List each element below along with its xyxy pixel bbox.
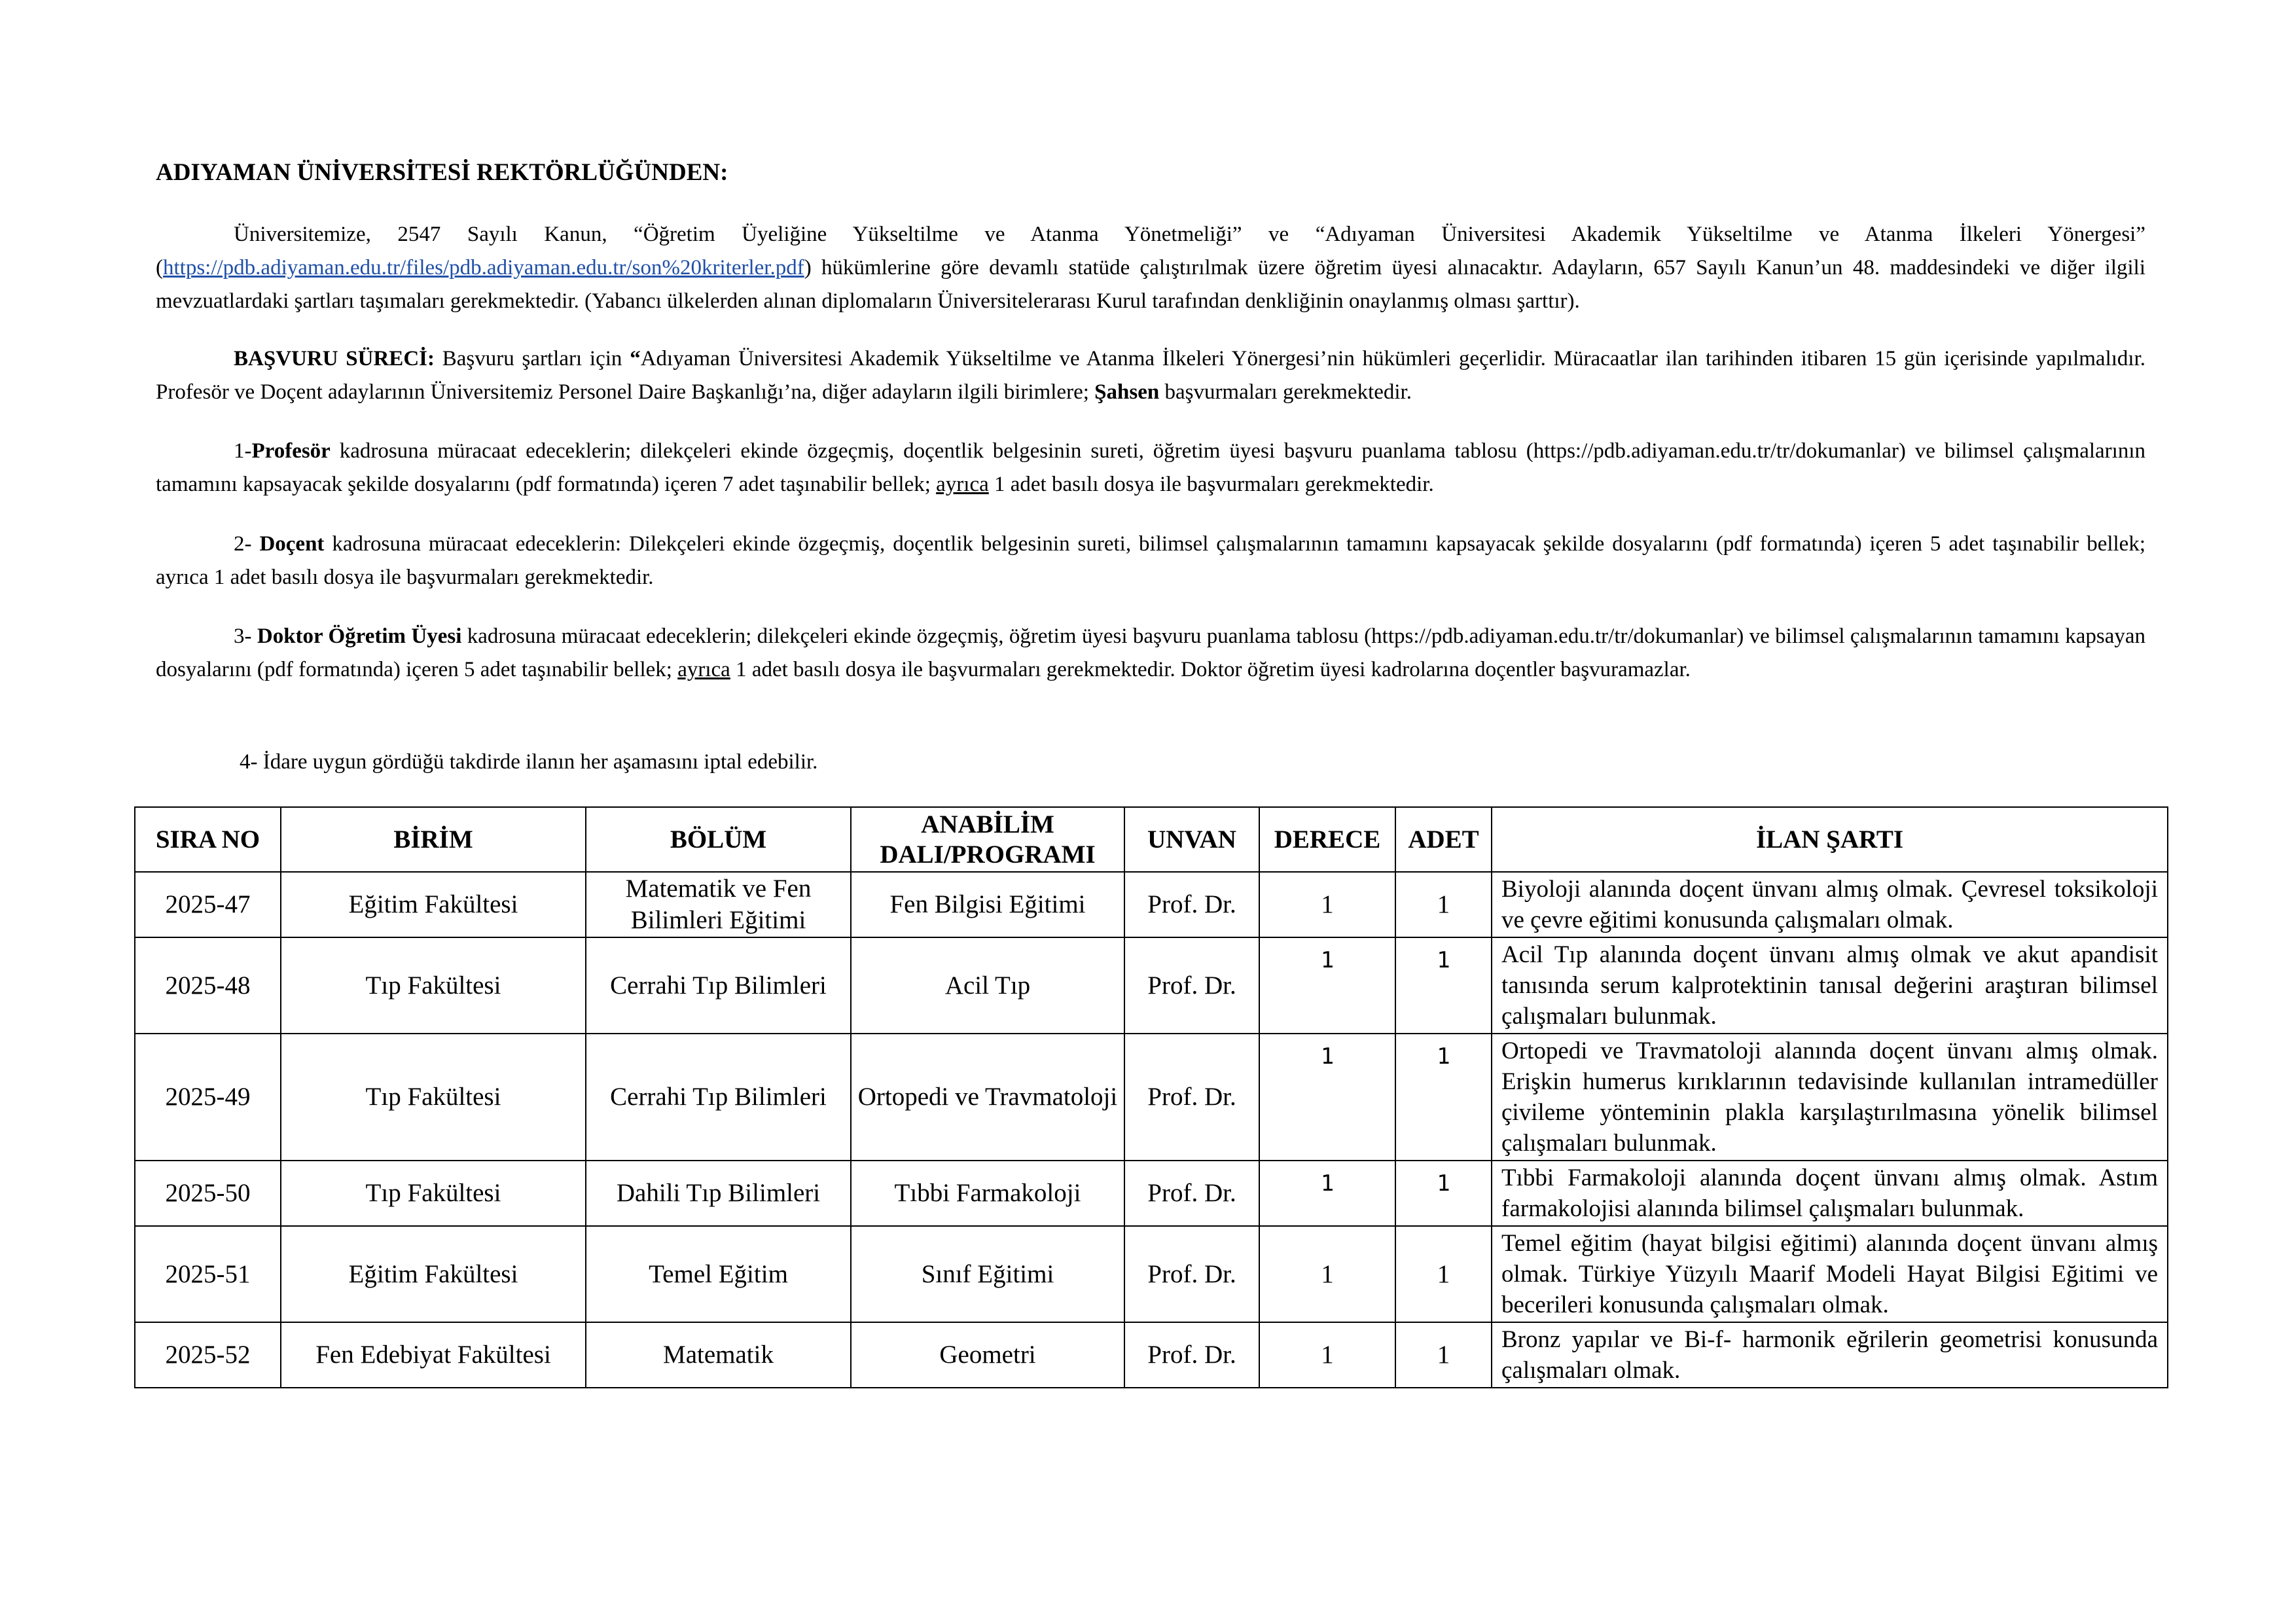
cell-birim: Eğitim Fakültesi [281, 1226, 586, 1322]
cell-derece: 1 [1259, 872, 1395, 937]
cell-derece: 1 [1259, 937, 1395, 1034]
cell-unvan: Prof. Dr. [1124, 1161, 1259, 1226]
table-row [135, 1161, 2168, 1226]
cell-anabilim: Fen Bilgisi Eğitimi [851, 872, 1124, 937]
header-adet: ADET [1395, 807, 1492, 872]
professor-text-a: kadrosuna müracaat edeceklerin; dilekçeleri ekinde özgeçmiş, doçentlik belgesinin sureti, öğretim üyesi başvuru puanlama tablosu (https://pdb.adiyaman.edu.tr/tr/dokumanlar) ve bilimsel çalışmalarının tamamını kapsayacak şekilde dosyalarını (pdf formatında) içeren 7 adet taşınabilir bellek; [156, 439, 2145, 496]
cell-birim: Tıp Fakültesi [281, 937, 586, 1034]
application-process-text-3: başvurmaları gerekmektedir. [1159, 380, 1412, 404]
cell-sira-no: 2025-50 [135, 1161, 281, 1226]
cell-sira-no: 2025-47 [135, 872, 281, 937]
application-process-paragraph [156, 342, 2145, 409]
intro-text-before-link: Üniversitemize, 2547 Sayılı Kanun, “Öğretim Üyeliğine Yükseltilme ve Atanma Yönetmeliği” ve “Adıyaman Üniversitesi Akademik Yükseltilme ve Atanma İlkeleri Yönergesi” ( [156, 223, 2145, 280]
cell-bolum: Matematik [586, 1322, 851, 1388]
associate-professor-text: kadrosuna müracaat edeceklerin: Dilekçeleri ekinde özgeçmiş, doçentlik belgesinin sureti, bilimsel çalışmalarının tamamını kapsayacak şekilde dosyalarını (pdf formatında) içeren 5 adet taşınabilir bellek; ayrıca 1 adet basılı dosya ile başvurmaları gerekmektedir. [156, 532, 2145, 589]
header-sira-no: SIRA NO [135, 807, 281, 872]
in-person-word: Şahsen [1094, 380, 1160, 404]
cancellation-note: 4- İdare uygun gördüğü takdirde ilanın her aşamasını iptal edebilir. [240, 750, 818, 774]
cell-derece: 1 [1259, 1161, 1395, 1226]
cell-bolum: Cerrahi Tıp Bilimleri [586, 1034, 851, 1161]
cell-sira-no: 2025-52 [135, 1322, 281, 1388]
cancellation-note-paragraph [156, 746, 2145, 779]
cell-anabilim: Acil Tıp [851, 937, 1124, 1034]
cell-adet: 1 [1395, 1226, 1492, 1322]
table-header-row [135, 807, 2168, 872]
cell-birim: Eğitim Fakültesi [281, 872, 586, 937]
item-number: 1- [234, 439, 252, 463]
header-derece: DERECE [1259, 807, 1395, 872]
cell-sira-no: 2025-51 [135, 1226, 281, 1322]
header-ilan-sarti: İLAN ŞARTI [1492, 807, 2168, 872]
cell-adet: 1 [1395, 872, 1492, 937]
cell-unvan: Prof. Dr. [1124, 937, 1259, 1034]
application-process-label: BAŞVURU SÜRECİ: [234, 347, 435, 370]
header-anabilim-line2: DALI/PROGRAMI [880, 840, 1096, 869]
item-number: 2- [234, 532, 260, 556]
cell-sira-no: 2025-49 [135, 1034, 281, 1161]
professor-title: Profesör [251, 439, 331, 463]
header-unvan: UNVAN [1124, 807, 1259, 872]
professor-requirements-paragraph [156, 435, 2145, 501]
also-word: ayrıca [936, 473, 989, 496]
associate-professor-title: Doçent [259, 532, 325, 556]
cell-anabilim: Geometri [851, 1322, 1124, 1388]
cell-bolum: Matematik ve Fen Bilimleri Eğitimi [586, 872, 851, 937]
cell-unvan: Prof. Dr. [1124, 872, 1259, 937]
cell-ilan-sarti: Bronz yapılar ve Bi-f- harmonik eğrilerin geometrisi konusunda çalışmaları olmak. [1492, 1322, 2168, 1388]
item-number: 3- [234, 624, 257, 648]
table-row [135, 937, 2168, 1034]
page-title: ADIYAMAN ÜNİVERSİTESİ REKTÖRLÜĞÜNDEN: [156, 159, 728, 186]
cell-anabilim: Sınıf Eğitimi [851, 1226, 1124, 1322]
associate-professor-requirements-paragraph [156, 528, 2145, 594]
cell-ilan-sarti: Acil Tıp alanında doçent ünvanı almış olmak ve akut apandisit tanısında serum kalprotektinin tanısal değerini araştıran bilimsel çalışmaları bulunmak. [1492, 937, 2168, 1034]
cell-bolum: Cerrahi Tıp Bilimleri [586, 937, 851, 1034]
cell-birim: Fen Edebiyat Fakültesi [281, 1322, 586, 1388]
cell-adet: 1 [1395, 1322, 1492, 1388]
cell-adet: 1 [1395, 937, 1492, 1034]
assistant-professor-text-b: 1 adet basılı dosya ile başvurmaları gerekmektedir. Doktor öğretim üyesi kadrolarına doçentler başvuramazlar. [730, 658, 1691, 681]
header-birim: BİRİM [281, 807, 586, 872]
cell-bolum: Temel Eğitim [586, 1226, 851, 1322]
table-row [135, 1034, 2168, 1161]
cell-derece: 1 [1259, 1322, 1395, 1388]
cell-bolum: Dahili Tıp Bilimleri [586, 1161, 851, 1226]
cell-unvan: Prof. Dr. [1124, 1322, 1259, 1388]
cell-anabilim: Tıbbi Farmakoloji [851, 1161, 1124, 1226]
cell-ilan-sarti: Ortopedi ve Travmatoloji alanında doçent ünvanı almış olmak. Erişkin humerus kırıklarının tedavisinde kullanılan intramedüller çivileme yönteminin plakla karşılaştırılmasına yönelik bilimsel çalışmaları bulunmak. [1492, 1034, 2168, 1161]
header-anabilim-line1: ANABİLİM [921, 810, 1054, 839]
cell-unvan: Prof. Dr. [1124, 1226, 1259, 1322]
cell-ilan-sarti: Temel eğitim (hayat bilgisi eğitimi) alanında doçent ünvanı almış olmak. Türkiye Yüzyılı Maarif Modeli Hayat Bilgisi Eğitimi ve becerileri konusunda çalışmaları olmak. [1492, 1226, 2168, 1322]
cell-ilan-sarti: Tıbbi Farmakoloji alanında doçent ünvanı almış olmak. Astım farmakolojisi alanında bilimsel çalışmaları bulunmak. [1492, 1161, 2168, 1226]
cell-birim: Tıp Fakültesi [281, 1161, 586, 1226]
intro-text-after-link: ) hükümlerine göre devamlı statüde çalıştırılmak üzere öğretim üyesi alınacaktır. Adayların, 657 Sayılı Kanun’un 48. maddesindeki ve diğer ilgili mevzuatlardaki şartları taşımaları gerekmektedir. (Yabancı ülkelerden alınan diplomaların Üniversitelerarası Kurul tarafından denkliğinin onaylanmış olması şarttır). [156, 256, 2145, 313]
cell-adet: 1 [1395, 1161, 1492, 1226]
quote-mark: “ [630, 347, 641, 370]
header-bolum: BÖLÜM [586, 807, 851, 872]
cell-derece: 1 [1259, 1034, 1395, 1161]
positions-table [134, 806, 2168, 1388]
cell-ilan-sarti: Biyoloji alanında doçent ünvanı almış olmak. Çevresel toksikoloji ve çevre eğitimi konusunda çalışmaları olmak. [1492, 872, 2168, 937]
cell-unvan: Prof. Dr. [1124, 1034, 1259, 1161]
table-row [135, 872, 2168, 937]
application-process-text-1: Başvuru şartları için [435, 347, 630, 370]
criteria-pdf-link[interactable]: https://pdb.adiyaman.edu.tr/files/pdb.adiyaman.edu.tr/son%20kriterler.pdf [163, 256, 804, 280]
assistant-professor-text-a: kadrosuna müracaat edeceklerin; dilekçeleri ekinde özgeçmiş, öğretim üyesi başvuru puanlama tablosu (https://pdb.adiyaman.edu.tr/tr/dokumanlar) ve bilimsel çalışmalarının tamamını kapsayan dosyalarını (pdf formatında) içeren 5 adet taşınabilir bellek; [156, 624, 2145, 681]
header-anabilim [851, 807, 1124, 872]
also-word: ayrıca [677, 658, 730, 681]
cell-adet: 1 [1395, 1034, 1492, 1161]
cell-derece: 1 [1259, 1226, 1395, 1322]
cell-anabilim: Ortopedi ve Travmatoloji [851, 1034, 1124, 1161]
table-row [135, 1322, 2168, 1388]
cell-sira-no: 2025-48 [135, 937, 281, 1034]
table-row [135, 1226, 2168, 1322]
intro-paragraph [156, 218, 2145, 318]
professor-text-b: 1 adet basılı dosya ile başvurmaları gerekmektedir. [988, 473, 1434, 496]
application-process-text-2: Adıyaman Üniversitesi Akademik Yükseltilme ve Atanma İlkeleri Yönergesi’nin hükümleri geçerlidir. Müracaatlar ilan tarihinden itibaren 15 gün içerisinde yapılmalıdır. Profesör ve Doçent adaylarının Üniversitemiz Personel Daire Başkanlığı’na, diğer adayların ilgili birimlere; [156, 347, 2146, 404]
assistant-professor-requirements-paragraph [156, 620, 2145, 687]
cell-birim: Tıp Fakültesi [281, 1034, 586, 1161]
assistant-professor-title: Doktor Öğretim Üyesi [257, 624, 462, 648]
